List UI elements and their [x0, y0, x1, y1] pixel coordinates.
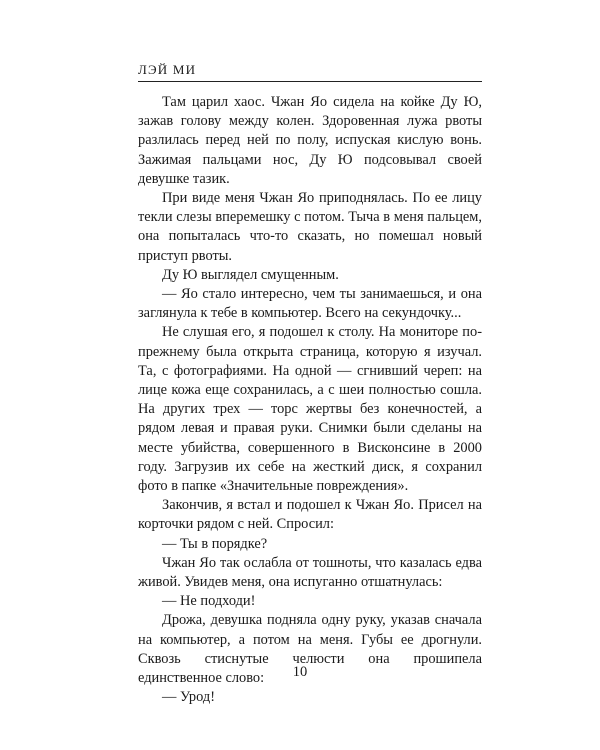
page-number: 10 — [292, 664, 308, 680]
paragraph: Там царил хаос. Чжан Яо сидела на койке Ду Ю, зажав голову между колен. Здоровенная лужа рвоты разлилась перед ней по полу, испуская кислую вонь. Зажимая пальцами нос, Ду Ю подсовывал своей девушке тазик. — [138, 94, 482, 187]
paragraph: — Не подходи! — [162, 593, 256, 610]
paragraph: — Урод! — [162, 689, 216, 706]
paragraph: Чжан Яо так ослабла от тошноты, что казалась едва живой. Увидев меня, она испуганно отшатнулась: — [138, 554, 482, 591]
body-text — [138, 93, 482, 708]
paragraph: При виде меня Чжан Яо приподнялась. По ее лицу текли слезы вперемешку с потом. Тыча в меня пальцем, она попыталась что-то сказать, но помешал новый приступ рвоты. — [138, 190, 482, 264]
paragraph: — Ты в порядке? — [162, 535, 268, 552]
running-head: ЛЭЙ МИ — [138, 62, 197, 77]
paragraph: Дрожа, девушка подняла одну руку, указав сначала на компьютер, а потом на меня. Губы ее дрогнули. Сквозь стиснутые челюсти она прошипела единственное слово: — [138, 612, 482, 687]
paragraph: Не слушая его, я подошел к столу. На мониторе по-прежнему была открыта страница, которую я изучал. Та, с фотографиями. На одной — сгнивший череп: на лице кожа еще сохранилась, а с шеи полностью сошла. На других трех — торс жертвы без конечностей, а рядом левая и правая руки. Снимки были сделаны на месте убийства, совершенного в Висконсине в 2000 году. Загрузив их себе на жесткий диск, я сохранил фото в папке «Значительные повреждения». — [138, 324, 482, 495]
paragraph: Ду Ю выглядел смущенным. — [162, 266, 339, 283]
paragraph: — Яо стало интересно, чем ты занимаешься, и она заглянула к тебе в компьютер. Всего на секундочку... — [138, 286, 482, 322]
header-rule — [138, 81, 482, 82]
paragraph: Закончив, я встал и подошел к Чжан Яо. Присел на корточки рядом с ней. Спросил: — [138, 497, 482, 533]
